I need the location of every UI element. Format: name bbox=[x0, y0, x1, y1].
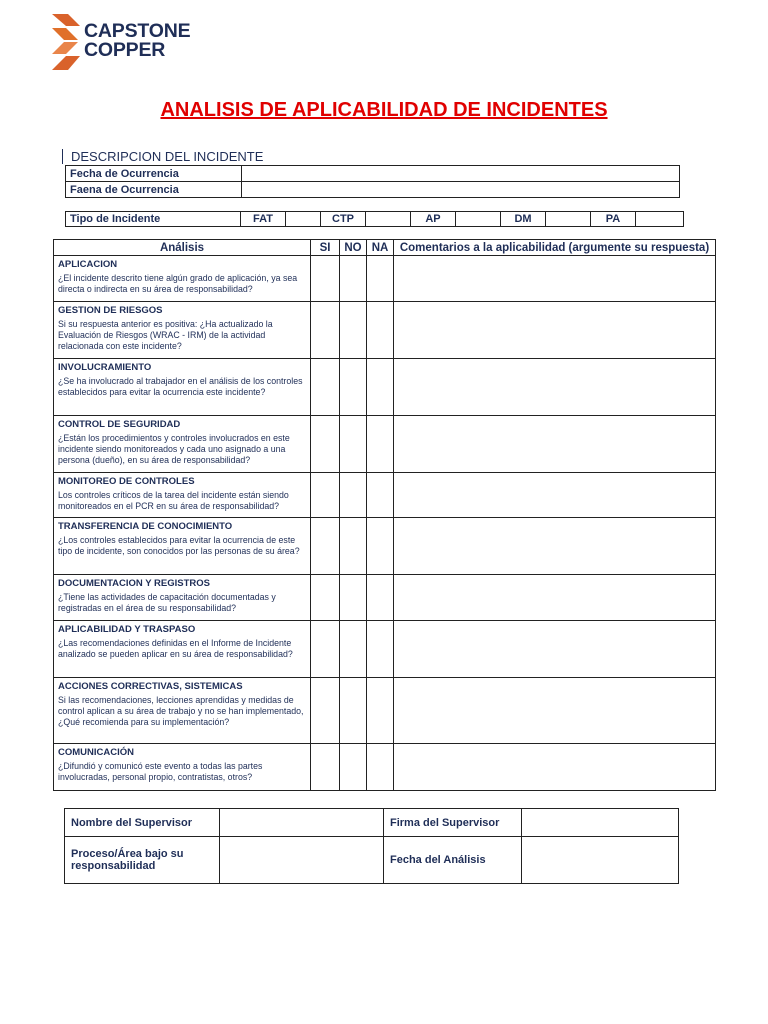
label-firma-supervisor: Firma del Supervisor bbox=[384, 809, 522, 837]
analysis-table bbox=[53, 239, 716, 791]
row-question: ¿Están los procedimientos y controles involucrados en este incidente siendo monitoreados y cada uno asignado a una persona (dueño), en su área de responsabilidad? bbox=[58, 433, 290, 465]
check-si[interactable] bbox=[311, 359, 340, 416]
check-no[interactable] bbox=[340, 473, 367, 518]
info-label-faena: Faena de Ocurrencia bbox=[66, 182, 242, 198]
comment-cell[interactable] bbox=[394, 678, 716, 744]
comment-cell[interactable] bbox=[394, 473, 716, 518]
capstone-chevron-icon bbox=[50, 12, 82, 72]
row-title: APLICACION bbox=[58, 259, 118, 270]
check-na[interactable] bbox=[367, 678, 394, 744]
comment-cell[interactable] bbox=[394, 416, 716, 473]
analysis-row-transferencia bbox=[54, 518, 716, 575]
field-fecha-analisis[interactable] bbox=[522, 837, 679, 884]
analysis-row-monitoreo bbox=[54, 473, 716, 518]
comment-cell[interactable] bbox=[394, 256, 716, 302]
row-title: INVOLUCRAMIENTO bbox=[58, 362, 152, 373]
check-na[interactable] bbox=[367, 473, 394, 518]
analysis-row-acciones bbox=[54, 678, 716, 744]
label-fecha-analisis: Fecha del Análisis bbox=[384, 837, 522, 884]
incident-type-label: Tipo de Incidente bbox=[66, 212, 241, 227]
info-field-faena[interactable] bbox=[242, 182, 680, 198]
check-si[interactable] bbox=[311, 416, 340, 473]
analysis-row-aplicacion bbox=[54, 256, 716, 302]
analysis-row-aplicabilidad bbox=[54, 621, 716, 678]
analysis-header-row bbox=[54, 240, 716, 256]
check-no[interactable] bbox=[340, 359, 367, 416]
label-nombre-supervisor: Nombre del Supervisor bbox=[65, 809, 220, 837]
comment-cell[interactable] bbox=[394, 302, 716, 359]
header-na: NA bbox=[367, 240, 394, 256]
row-title: COMUNICACIÓN bbox=[58, 747, 134, 758]
header-comments: Comentarios a la aplicabilidad (argumente su respuesta) bbox=[394, 240, 716, 256]
logo-line-1: CAPSTONE bbox=[84, 20, 191, 42]
section-label: DESCRIPCION DEL INCIDENTE bbox=[62, 149, 263, 164]
header-si: SI bbox=[311, 240, 340, 256]
check-no[interactable] bbox=[340, 678, 367, 744]
type-box-ap[interactable] bbox=[456, 212, 501, 227]
check-na[interactable] bbox=[367, 416, 394, 473]
row-title: APLICABILIDAD Y TRASPASO bbox=[58, 624, 196, 635]
row-title: CONTROL DE SEGURIDAD bbox=[58, 419, 181, 430]
check-na[interactable] bbox=[367, 621, 394, 678]
row-question: ¿Tiene las actividades de capacitación documentadas y registradas en el área de su responsabilidad? bbox=[58, 592, 276, 613]
row-title: TRANSFERENCIA DE CONOCIMIENTO bbox=[58, 521, 233, 532]
comment-cell[interactable] bbox=[394, 575, 716, 621]
field-firma-supervisor[interactable] bbox=[522, 809, 679, 837]
check-na[interactable] bbox=[367, 359, 394, 416]
row-question: ¿Las recomendaciones definidas en el Informe de Incidente analizado se pueden aplicar en su área de responsabilidad? bbox=[58, 638, 293, 659]
check-na[interactable] bbox=[367, 518, 394, 575]
check-si[interactable] bbox=[311, 678, 340, 744]
row-question: ¿Difundió y comunicó este evento a todas las partes involucradas, personal propio, contratistas, otros? bbox=[58, 761, 263, 782]
row-title: ACCIONES CORRECTIVAS, SISTEMICAS bbox=[58, 681, 243, 692]
type-code-ctp: CTP bbox=[321, 212, 366, 227]
check-no[interactable] bbox=[340, 256, 367, 302]
row-question: Los controles críticos de la tarea del incidente están siendo monitoreados en el PCR en su área de responsabilidad? bbox=[58, 490, 289, 511]
logo-line-2: COPPER bbox=[84, 39, 166, 61]
row-question: ¿Los controles establecidos para evitar la ocurrencia de este tipo de incidente, son conocidos por las personas de su área? bbox=[58, 535, 300, 556]
check-no[interactable] bbox=[340, 744, 367, 791]
analysis-row-gestion-riesgos bbox=[54, 302, 716, 359]
comment-cell[interactable] bbox=[394, 744, 716, 791]
info-row-faena bbox=[66, 182, 680, 198]
type-box-pa[interactable] bbox=[636, 212, 684, 227]
check-si[interactable] bbox=[311, 256, 340, 302]
row-title: DOCUMENTACION Y REGISTROS bbox=[58, 578, 211, 589]
type-box-fat[interactable] bbox=[286, 212, 321, 227]
field-proceso-area[interactable] bbox=[220, 837, 384, 884]
check-no[interactable] bbox=[340, 416, 367, 473]
row-question: Si su respuesta anterior es positiva: ¿Ha actualizado la Evaluación de Riesgos (WRAC - IRM) de la actividad relacionada con este incidente? bbox=[58, 319, 273, 351]
type-code-dm: DM bbox=[501, 212, 546, 227]
document-title: ANALISIS DE APLICABILIDAD DE INCIDENTES bbox=[160, 99, 608, 121]
header-analisis: Análisis bbox=[54, 240, 311, 256]
type-code-fat: FAT bbox=[241, 212, 286, 227]
analysis-row-involucramiento bbox=[54, 359, 716, 416]
supervisor-row-1 bbox=[65, 809, 679, 837]
check-si[interactable] bbox=[311, 518, 340, 575]
check-no[interactable] bbox=[340, 621, 367, 678]
row-question: ¿El incidente descrito tiene algún grado de aplicación, ya sea directa o indirecta en su área de responsabilidad? bbox=[58, 273, 298, 294]
info-row-fecha bbox=[66, 166, 680, 182]
analysis-row-control-seguridad bbox=[54, 416, 716, 473]
type-box-ctp[interactable] bbox=[366, 212, 411, 227]
info-label-fecha: Fecha de Ocurrencia bbox=[66, 166, 242, 182]
check-na[interactable] bbox=[367, 256, 394, 302]
row-question: ¿Se ha involucrado al trabajador en el análisis de los controles establecidos para evitar la ocurrencia este incidente? bbox=[58, 376, 303, 397]
row-question: Si las recomendaciones, lecciones aprendidas y medidas de control aplican a su área de trabajo y no se han implementado, ¿Qué recomienda para su implementación? bbox=[58, 695, 304, 727]
check-no[interactable] bbox=[340, 302, 367, 359]
company-logo bbox=[50, 10, 200, 72]
check-no[interactable] bbox=[340, 575, 367, 621]
info-field-fecha[interactable] bbox=[242, 166, 680, 182]
check-si[interactable] bbox=[311, 473, 340, 518]
check-si[interactable] bbox=[311, 621, 340, 678]
analysis-row-comunicacion bbox=[54, 744, 716, 791]
incident-type-table bbox=[65, 211, 684, 227]
analysis-row-documentacion bbox=[54, 575, 716, 621]
field-nombre-supervisor[interactable] bbox=[220, 809, 384, 837]
header-no: NO bbox=[340, 240, 367, 256]
supervisor-row-2 bbox=[65, 837, 679, 884]
check-na[interactable] bbox=[367, 744, 394, 791]
row-title: MONITOREO DE CONTROLES bbox=[58, 476, 195, 487]
check-na[interactable] bbox=[367, 575, 394, 621]
check-no[interactable] bbox=[340, 518, 367, 575]
type-code-ap: AP bbox=[411, 212, 456, 227]
supervisor-table bbox=[64, 808, 679, 884]
check-si[interactable] bbox=[311, 302, 340, 359]
type-box-dm[interactable] bbox=[546, 212, 591, 227]
type-code-pa: PA bbox=[591, 212, 636, 227]
row-title: GESTION DE RIESGOS bbox=[58, 305, 163, 316]
comment-cell[interactable] bbox=[394, 518, 716, 575]
comment-cell[interactable] bbox=[394, 359, 716, 416]
label-proceso-area: Proceso/Área bajo su responsabilidad bbox=[65, 837, 220, 884]
check-si[interactable] bbox=[311, 744, 340, 791]
check-na[interactable] bbox=[367, 302, 394, 359]
comment-cell[interactable] bbox=[394, 621, 716, 678]
check-si[interactable] bbox=[311, 575, 340, 621]
incident-info-table bbox=[65, 165, 680, 198]
